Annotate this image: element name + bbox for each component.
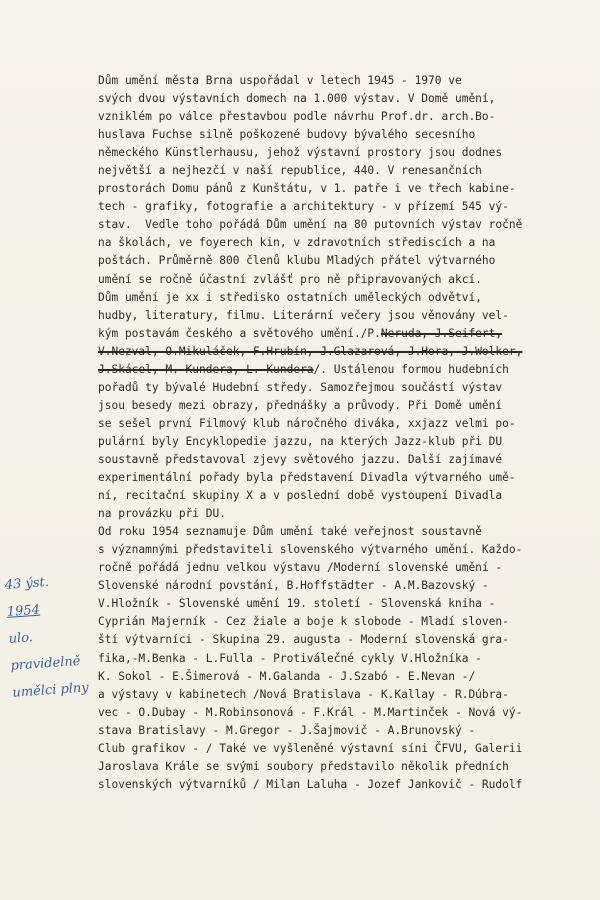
text-line: Slovenské národní povstání, B.Hoffstädter - A.M.Bazovský - <box>98 579 489 593</box>
text-line: vec - O.Dubay - M.Robinsonová - F.Král - M.Martinček - Nová vý- <box>98 705 523 719</box>
text-line: Dům umění města Brna uspořádal v letech 1945 - 1970 ve <box>98 74 462 87</box>
text-line: ští výtvarníci - Skupina 29. augusta - Moderní slovenská gra- <box>98 633 509 647</box>
text-line: pořadů ty bývalé Hudební středy. Samozřejmou součástí výstav <box>98 380 503 394</box>
struck-text: V.Nezval, O.Mikuláček, F.Hrubín, J.Glazarová, J.Hora, J.Wolker, <box>98 344 523 358</box>
text-line: pulární byly Encyklopedie jazzu, na kterých Jazz-klub při DU <box>98 434 503 448</box>
text-line: největší a nejhezčí v naší republice, 440. V renesančních <box>98 164 482 178</box>
note-line: umělci plny <box>11 680 90 701</box>
struck-text: J.Skácel, M. Kundera, L. Kundera <box>98 362 314 376</box>
text-line-15 <box>98 325 598 343</box>
note-line: pravidelně <box>10 653 81 674</box>
text-line: K. Sokol - E.Šimerová - M.Galanda - J.Szabó - E.Nevan -/ <box>98 669 476 683</box>
text-line: Od roku 1954 seznamuje Dům umění také veřejnost soustavně <box>98 525 482 539</box>
text-line: umění se ročně účastní zvlášť pro ně připravovaných akcí. <box>98 272 482 286</box>
struck-text: Neruda, J.Seifert, <box>380 326 503 340</box>
text-line: německého Künstlerhausu, jehož výstavní prostory jsou dodnes <box>98 146 503 160</box>
text-line: se sešel první Filmový klub náročného diváka, xxjazz velmi po- <box>98 416 516 430</box>
text-line: Dům umění je xx i středisko ostatních uměleckých odvětví, <box>98 290 482 304</box>
text-line: stav. Vedle toho pořádá Dům umění na 80 putovních výstav ročně <box>98 218 523 232</box>
text-line: svých dvou výstavních domech na 1.000 výstav. V Domě umění, <box>98 92 496 106</box>
text-line: a výstavy v kabinetech /Nová Bratislava - K.Kallay - R.Dúbra- <box>98 687 509 701</box>
text-line: jsou besedy mezi obrazy, přednášky a průvody. Při Domě umění <box>98 398 503 412</box>
text-line: Club grafikov - / Také ve vyšleněné výstavní síni ČFVU, Galerii <box>98 741 523 755</box>
text-line: hudby, literatury, filmu. Literární večery jsou věnovány vel- <box>98 308 509 322</box>
text-plain: kým postavám českého a světového umění./P. <box>98 326 381 340</box>
text-line: na provázku při DU. <box>98 507 226 521</box>
text-line: vzniklém po válce přestavbou podle návrhu Prof.dr. arch.Bo- <box>98 110 496 124</box>
note-line: 1954 <box>6 602 41 620</box>
text-line: soustavně představoval zjevy světového jazzu. Další zajímavé <box>98 452 503 466</box>
text-line: poštách. Průměrně 800 členů klubu Mladých přátel výtvarného <box>98 254 496 268</box>
text-line: fika,-M.Benka - L.Fulla - Protiválečné cykly V.Hložníka - <box>98 651 482 665</box>
text-line: huslava Fuchse silně poškozené budovy bývalého secesního <box>98 128 476 142</box>
text-line: ročně pořádá jednu velkou výstavu /Moderní slovenské umění - <box>98 561 503 575</box>
text-line-16 <box>98 343 598 361</box>
note-line: 43 ýst. <box>4 574 50 593</box>
text-line: slovenských výtvarníků / Milan Laluha - Jozef Jankovič - Rudolf <box>98 777 523 791</box>
note-line: ulo. <box>8 630 34 647</box>
text-line: s významnými představiteli slovenského výtvarného umění. Každo- <box>98 543 523 557</box>
text-line: Cyprián Majerník - Cez žiale a boje k slobode - Mladí sloven- <box>98 615 509 629</box>
text-line: ní, recitační skupiny X a v poslední době vystoupení Divadla <box>98 489 503 503</box>
text-plain: /. Ustálenou formou hudebních <box>313 362 509 376</box>
text-line: stava Bratislavy - M.Gregor - J.Šajmovič - A.Brunovský - <box>98 723 476 737</box>
text-line: prostorách Domu pánů z Kunštátu, v 1. patře i ve třech kabine- <box>98 182 516 196</box>
text-line: tech - grafiky, fotografie a architektury - v přízemí 545 vý- <box>98 200 509 214</box>
text-line: Jaroslava Krále se svými soubory představilo několik předních <box>98 759 509 773</box>
text-line: na školách, ve foyerech kin, v zdravotních střediscích a na <box>98 236 496 250</box>
text-line: experimentální pořady byla představení Divadla výtvarného umě- <box>98 471 516 485</box>
typed-text-body <box>98 72 598 794</box>
handwritten-margin-note <box>4 565 109 706</box>
text-line: V.Hložník - Slovenské umění 19. století - Slovenská kniha - <box>98 597 496 611</box>
text-line-17 <box>98 361 598 379</box>
